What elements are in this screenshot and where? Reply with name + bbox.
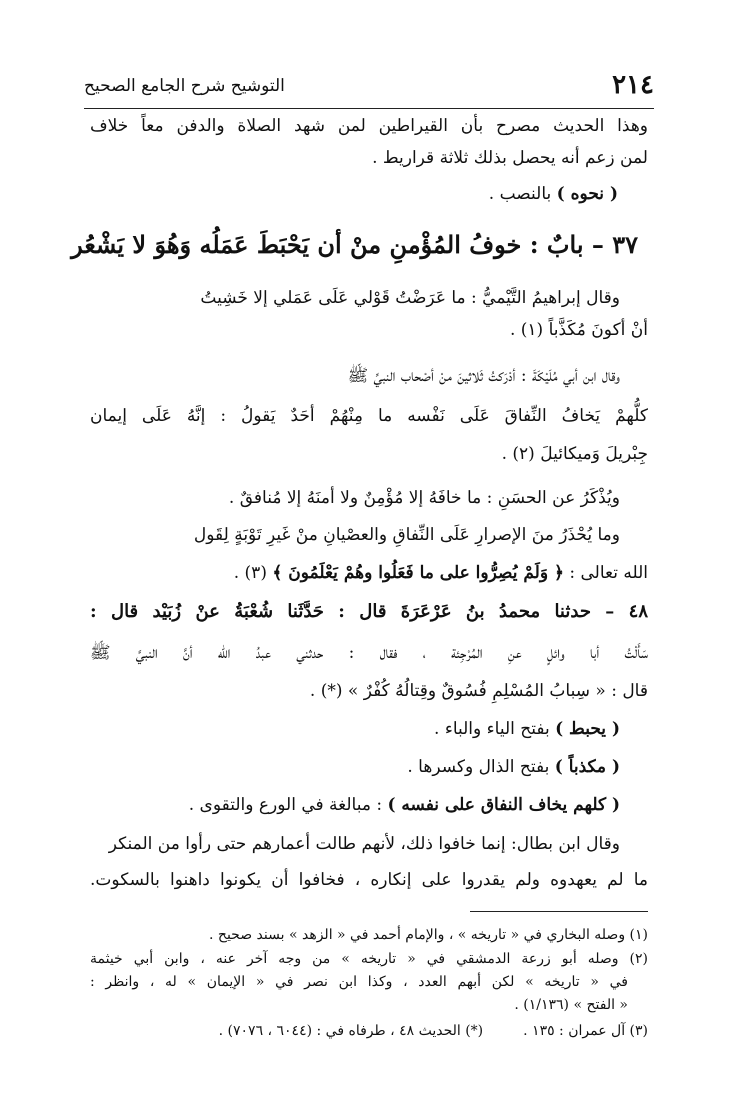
commentary-line xyxy=(90,721,620,738)
text-line: سَأَلْتُ أبا وائلٍ عنِ المُرْجِئة ، فقال : حدثني عبدُ الله أنَّ النبيَّ ﷺ xyxy=(90,643,648,663)
term-explanation: بفتح الذال وكسرها . xyxy=(407,757,555,777)
intro-text: الله تعالى : xyxy=(563,563,648,583)
header-rule xyxy=(84,108,654,109)
footnote-continuation: « الفتح » (١/١٣٦) . xyxy=(514,997,628,1013)
commentary-line xyxy=(90,186,618,203)
text-line: ويُذْكَرُ عن الحسَنِ : ما خافَهُ إلا مُؤْمِنٌ ولا أمنَهُ إلا مُنافقٌ . xyxy=(228,488,620,508)
text-line: وقال إبراهيمُ التَّيْميُّ : ما عَرَضْتُ قَوْلي عَلَى عَمَلي إلا خَشِيتُ xyxy=(200,288,620,308)
text-line: أنْ أكونَ مُكَذَّباً (١) . xyxy=(509,320,648,340)
footnote-ref: (٣) . xyxy=(233,563,273,583)
footnote-row xyxy=(90,1024,648,1038)
text-line: وما يُحْذَرُ منَ الإصرارِ عَلَى النِّفاقِ والعصْيانِ منْ غَيرِ تَوْبَةٍ لِقَول xyxy=(193,525,620,545)
commentary-line xyxy=(90,759,620,776)
footnote-continuation: في « تاريخه » لكن أبهم العدد ، وكذا ابن نصر في « الإيمان » له ، وانظر : xyxy=(90,974,628,990)
term-explanation: بفتح الياء والباء . xyxy=(434,719,556,739)
running-title: التوشيح شرح الجامع الصحيح xyxy=(84,76,285,96)
footnote: (٣) آل عمران : ١٣٥ . xyxy=(523,1023,648,1039)
footnote: (٢) وصله أبو زرعة الدمشقي في « تاريخه » من وجه آخر عنه ، وابن أبي خيثمة xyxy=(90,951,648,967)
term: ( يحبط ) xyxy=(555,719,620,739)
text-line: ما لم يعهدوه ولم يقدروا على إنكاره ، فخافوا أن يكونوا داهنوا بالسكوت. xyxy=(90,870,648,890)
term: ( مكذباً ) xyxy=(554,757,620,777)
footnote: (١) وصله البخاري في « تاريخه » ، والإمام أحمد في « الزهد » بسند صحيح . xyxy=(209,927,648,943)
page-header xyxy=(84,64,654,108)
hadith-matn: قال : « سِبابُ المُسْلِمِ فُسُوقٌ وقِتالُهُ كُفْرٌ » (*) . xyxy=(309,681,648,701)
text-line: وقال ابن أبي مُلَيْكَةَ : أدْرَكتُ ثَلاثينَ منْ أصْحاب النبيِّ ﷺ xyxy=(347,366,620,386)
commentary-line xyxy=(90,797,620,814)
text-line: وقال ابن بطال: إنما خافوا ذلك، لأنهم طالت أعمارهم حتى رأوا من المنكر xyxy=(108,834,620,854)
text-line: وهذا الحديث مصرح بأن القيراطين لمن شهد الصلاة والدفن معاً خلاف xyxy=(90,116,648,136)
term: ( كلهم يخاف النفاق على نفسه ) xyxy=(387,795,620,815)
text-line: لمن زعم أنه يحصل بذلك ثلاثة قراريط . xyxy=(372,148,648,168)
text-line: جِبْريلَ وَميكائيلَ (٢) . xyxy=(501,444,648,464)
hadith-isnad: ٤٨ – حدثنا محمدُ بنُ عَرْعَرَةَ قال : حَدَّثَنا شُعْبَةُ عنْ زُبَيْد قال : xyxy=(90,601,648,622)
term: ( نحوه ) xyxy=(556,184,618,204)
quran-quote: ﴿ وَلَمْ يُصِرُّوا على ما فَعَلُوا وهُمْ يَعْلَمُونَ ﴾ xyxy=(272,563,564,583)
term-explanation: : مبالغة في الورع والتقوى . xyxy=(188,795,388,815)
text-line: كلُّهمْ يَخافُ النِّفاقَ عَلَى نَفْسه ما مِنْهُمْ أحَدٌ يَقولُ : إنَّهُ عَلَى إيمان xyxy=(90,406,648,426)
chapter-heading: ٣٧ – بابٌ : خوفُ المُؤْمنِ منْ أن يَحْبَطَ عَمَلُه وَهُوَ لا يَشْعُر xyxy=(71,230,638,259)
page-number: ٢١٤ xyxy=(612,70,654,100)
quran-line xyxy=(90,565,648,582)
footnote-rule xyxy=(470,911,648,912)
footnote: (*) الحديث ٤٨ ، طرفاه في : (٦٠٤٤ ، ٧٠٧٦) . xyxy=(218,1023,484,1039)
term-explanation: بالنصب . xyxy=(488,184,557,204)
